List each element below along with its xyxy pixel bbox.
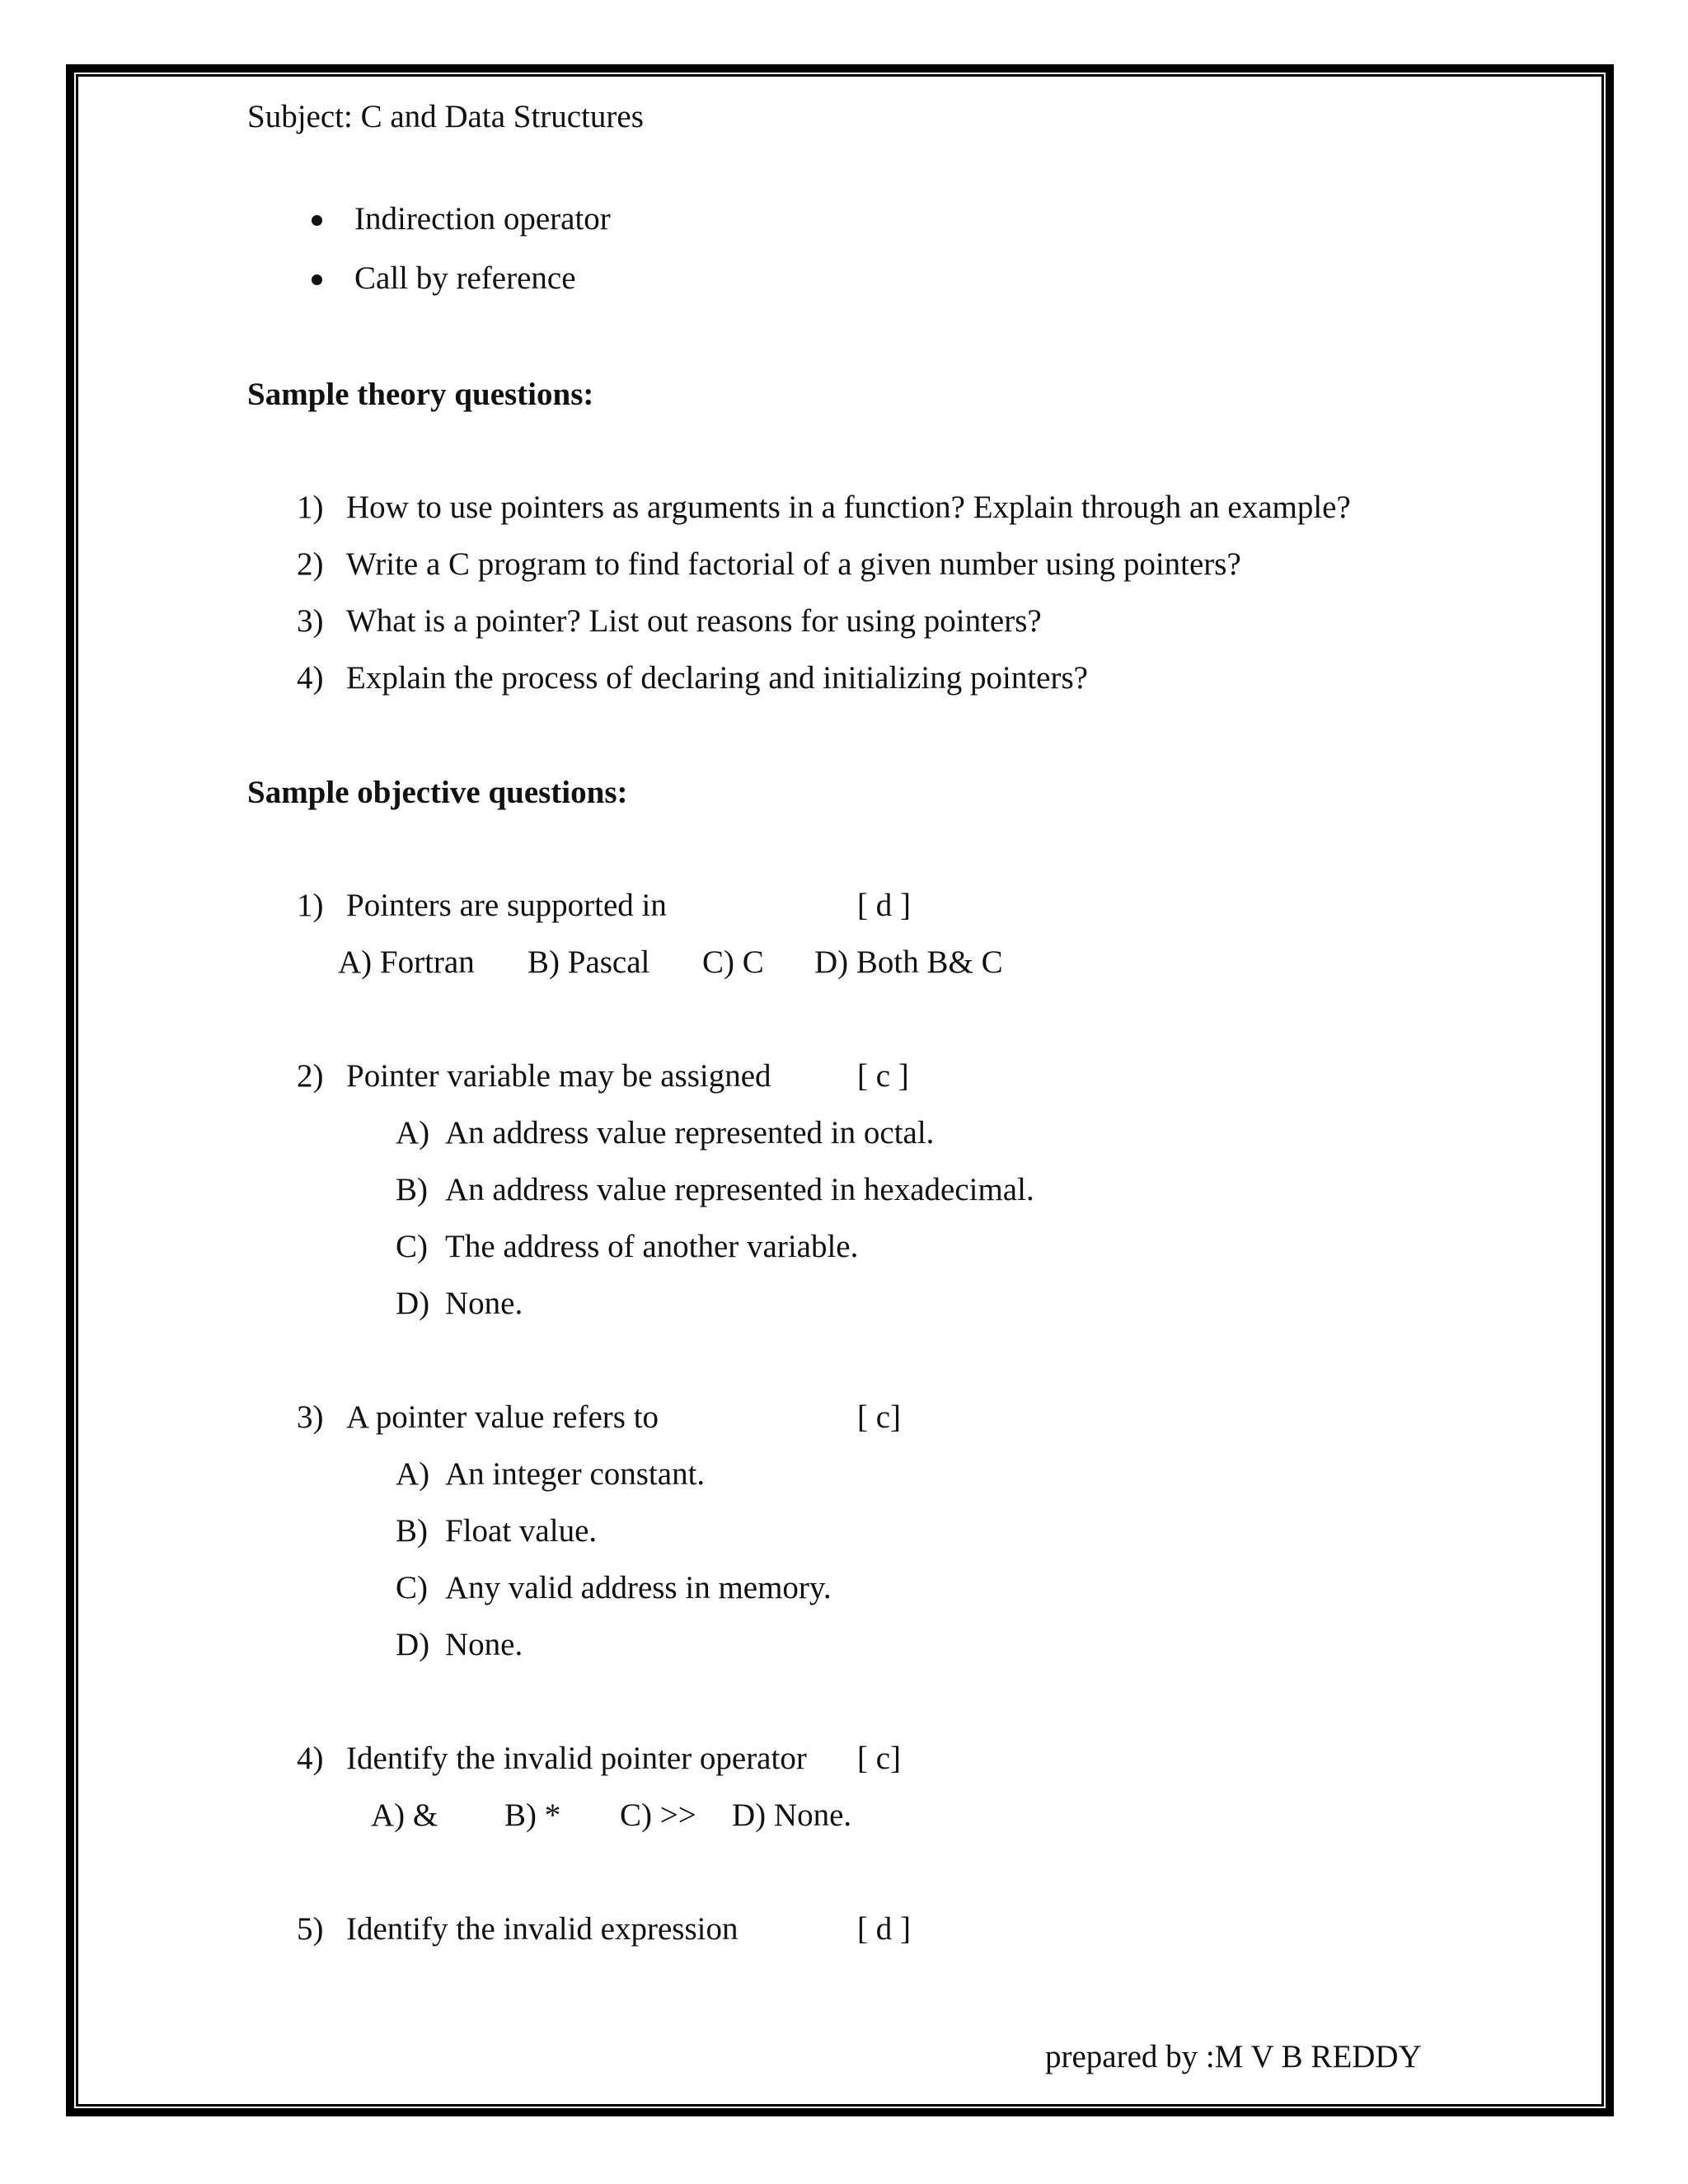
answer-key: [ d ] <box>857 1911 911 1947</box>
question-text: Pointers are supported in <box>346 888 667 923</box>
option: C) >> <box>620 1797 696 1833</box>
option-text: None. <box>445 1627 523 1662</box>
bullet-icon <box>312 215 322 226</box>
question-number: 3) <box>297 603 324 639</box>
option-text: An integer constant. <box>445 1456 706 1492</box>
option: A) Fortran <box>338 944 475 980</box>
theory-question: How to use pointers as arguments in a function? Explain through an example? <box>346 490 1351 525</box>
bullet-item: Call by reference <box>354 260 576 296</box>
theory-question: What is a pointer? List out reasons for using pointers? <box>346 603 1042 639</box>
question-number: 1) <box>297 888 324 923</box>
question-number: 4) <box>297 1741 324 1776</box>
answer-key: [ d ] <box>857 888 911 923</box>
option-letter: D) <box>396 1627 430 1662</box>
option-letter: C) <box>396 1570 428 1605</box>
question-text: Identify the invalid expression <box>346 1911 738 1947</box>
option-text: An address value represented in octal. <box>445 1115 935 1151</box>
question-text: Pointer variable may be assigned <box>346 1058 771 1094</box>
question-text: Identify the invalid pointer operator <box>346 1741 807 1776</box>
answer-key: [ c] <box>857 1741 902 1776</box>
question-number: 2) <box>297 546 324 582</box>
question-number: 4) <box>297 660 324 696</box>
option-letter: D) <box>396 1286 430 1321</box>
objective-heading: Sample objective questions: <box>247 775 628 810</box>
option: D) Both B& C <box>814 944 1003 980</box>
author-footer: prepared by :M V B REDDY <box>1045 2039 1422 2074</box>
subject-line: Subject: C and Data Structures <box>247 99 644 134</box>
option-text: An address value represented in hexadecimal. <box>445 1172 1034 1207</box>
option-letter: A) <box>396 1456 430 1492</box>
option-text: The address of another variable. <box>445 1229 859 1264</box>
theory-question: Write a C program to find factorial of a given number using pointers? <box>346 546 1241 582</box>
question-number: 5) <box>297 1911 324 1947</box>
option: C) C <box>702 944 764 980</box>
option: A) & <box>371 1797 438 1833</box>
option: B) * <box>504 1797 561 1833</box>
option-text: Float value. <box>445 1513 598 1549</box>
question-number: 1) <box>297 490 324 525</box>
option: B) Pascal <box>528 944 650 980</box>
answer-key: [ c ] <box>857 1058 909 1094</box>
question-number: 3) <box>297 1399 324 1435</box>
option-letter: A) <box>396 1115 430 1151</box>
bullet-item: Indirection operator <box>354 201 611 237</box>
option-text: None. <box>445 1286 523 1321</box>
answer-key: [ c] <box>857 1399 902 1435</box>
option-letter: C) <box>396 1229 428 1264</box>
option-letter: B) <box>396 1513 428 1549</box>
option-letter: B) <box>396 1172 428 1207</box>
option: D) None. <box>732 1797 852 1833</box>
theory-question: Explain the process of declaring and initializing pointers? <box>346 660 1088 696</box>
theory-heading: Sample theory questions: <box>247 377 594 412</box>
question-number: 2) <box>297 1058 324 1094</box>
bullet-icon <box>312 274 322 285</box>
option-text: Any valid address in memory. <box>445 1570 832 1605</box>
question-text: A pointer value refers to <box>346 1399 659 1435</box>
